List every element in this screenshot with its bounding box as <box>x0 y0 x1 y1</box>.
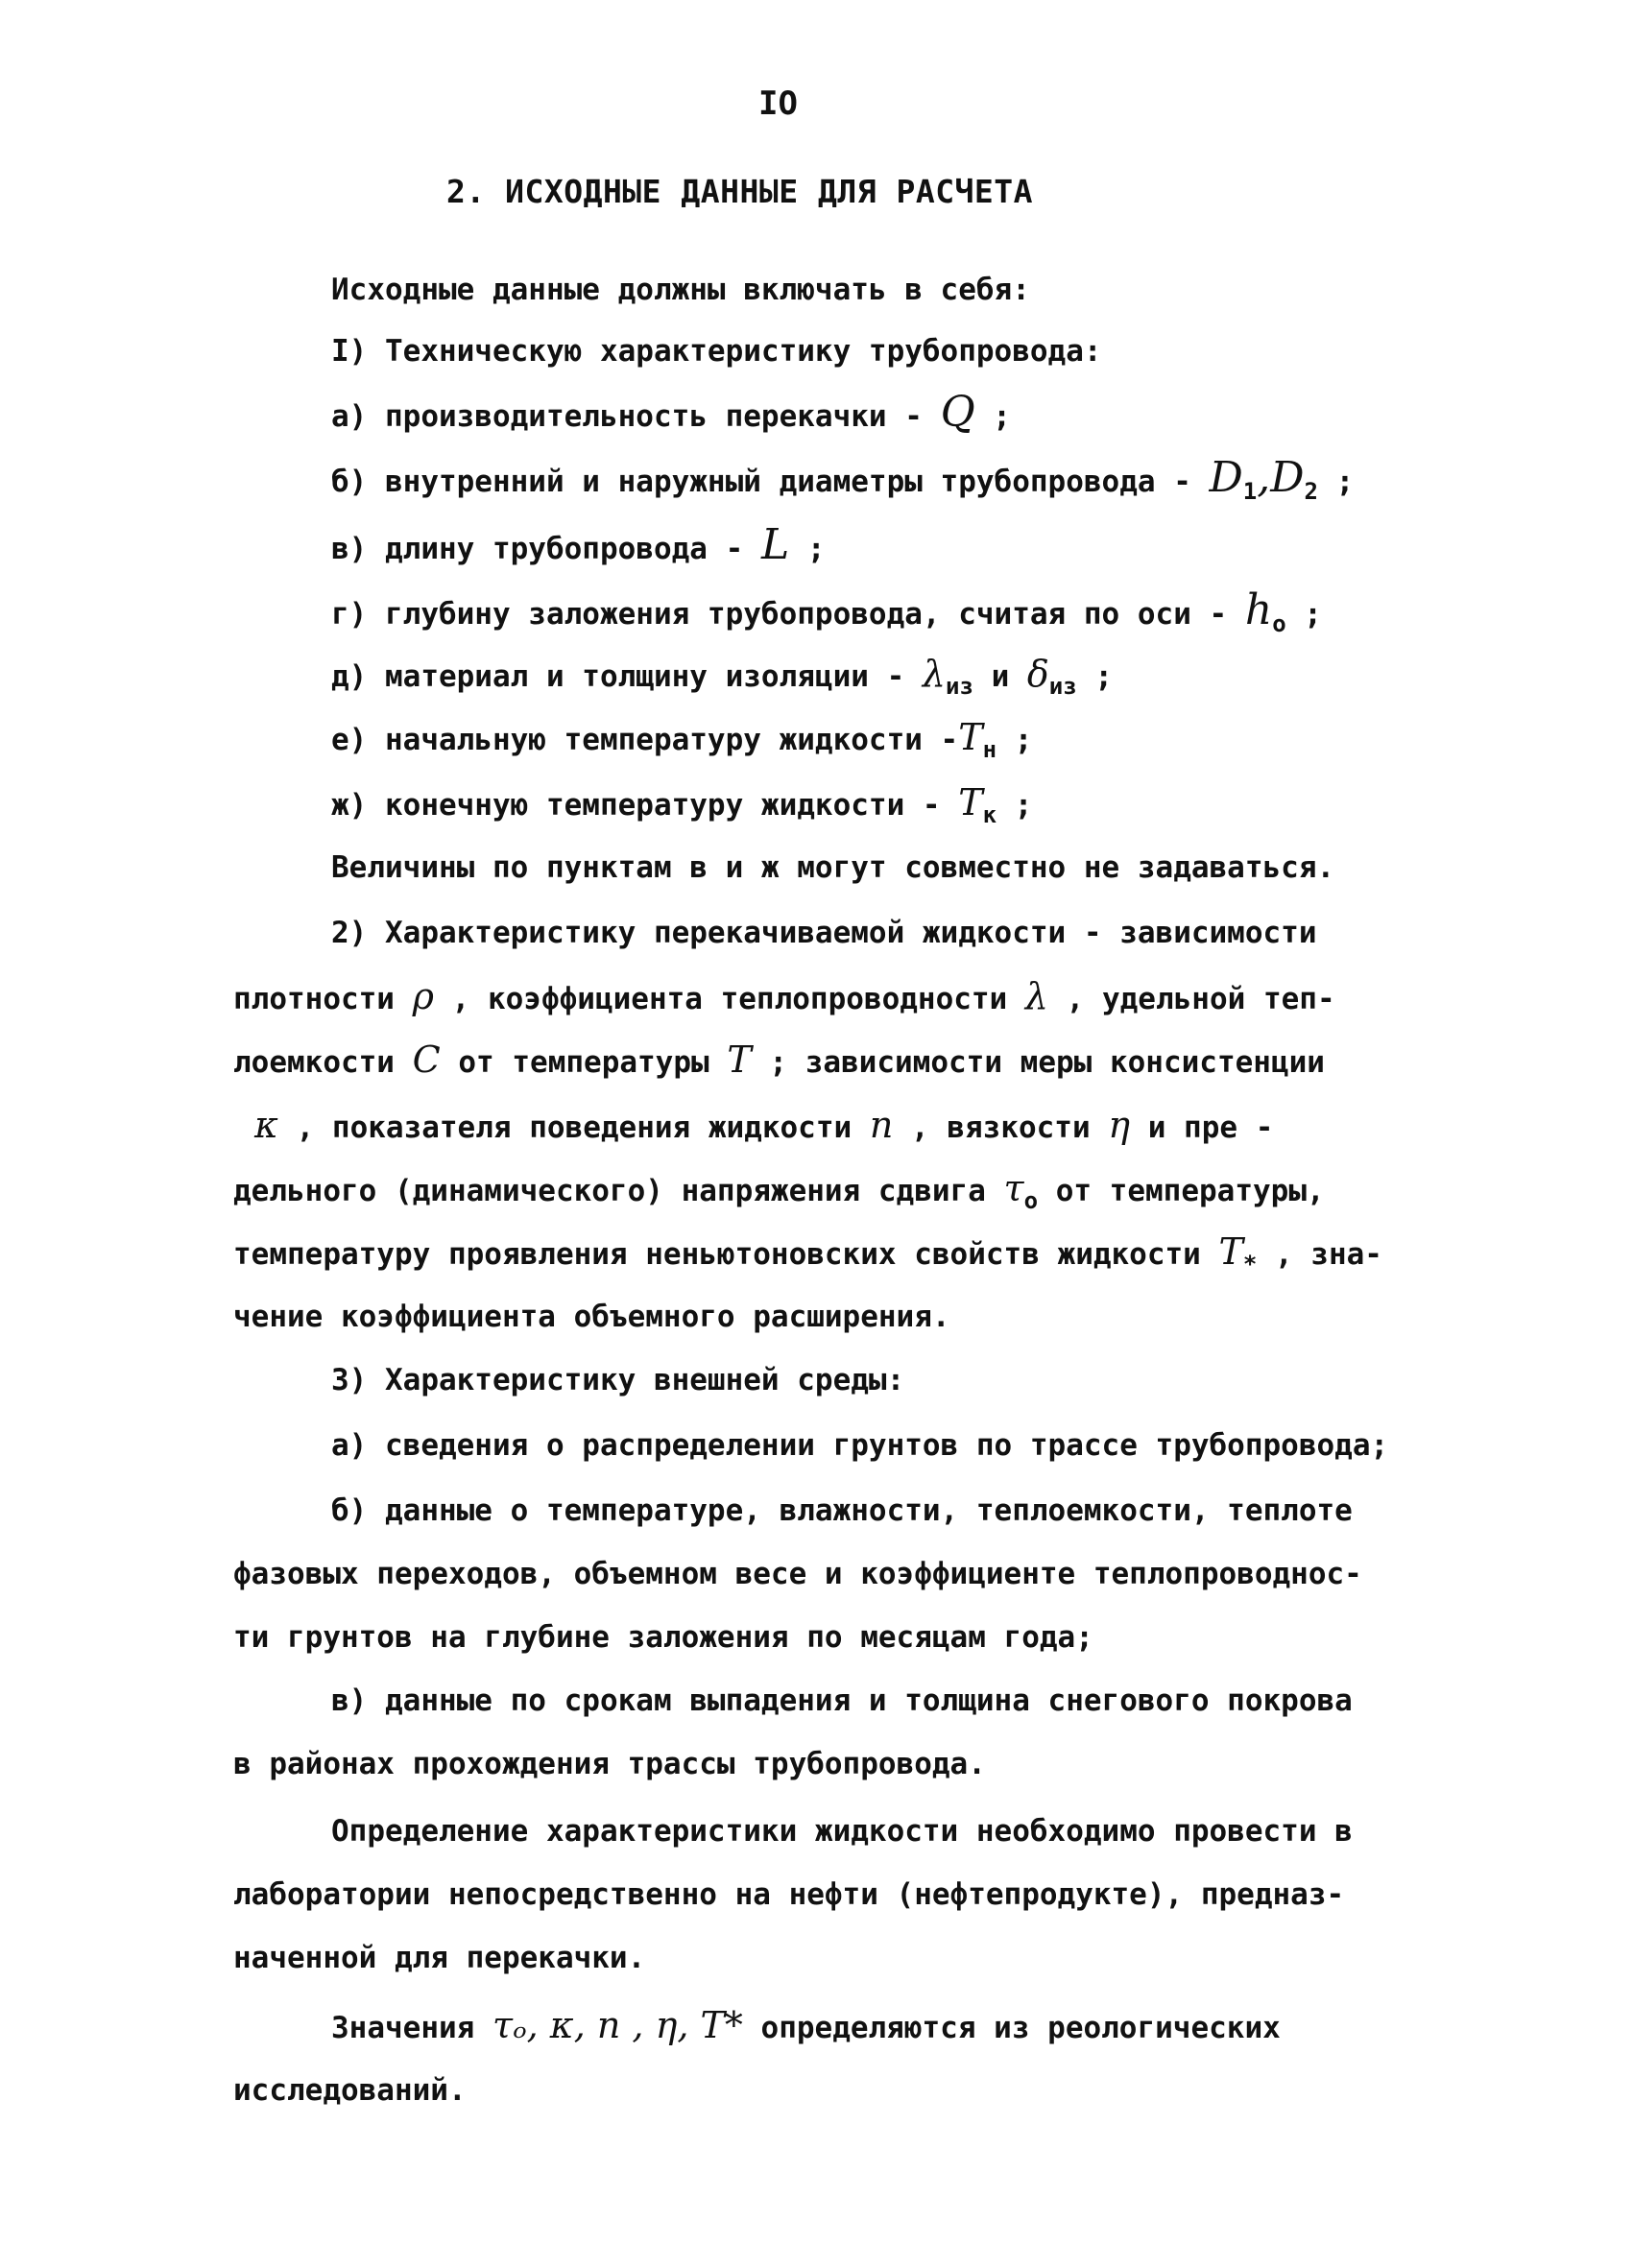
item2-line2: плотности ρ , коэффициента теплопроводности λ , удельной теп- <box>233 975 1335 1017</box>
item1-g: г) глубину заложения трубопровода, считая по оси - $h_o$ ; <box>331 585 1322 637</box>
para1-line1: Определение характеристики жидкости необходимо провести в <box>331 1814 1353 1849</box>
para1-line2: лаборатории непосредственно на нефти (нефтепродукте), предназ- <box>233 1877 1345 1912</box>
page-number: IO <box>758 84 798 123</box>
item2-line3: лоемкости C от температуры T ; зависимости меры консистенции <box>233 1039 1325 1081</box>
intro-line: Исходные данные должны включать в себя: <box>331 273 1030 307</box>
item2-line1: 2) Характеристику перекачиваемой жидкости - зависимости <box>331 916 1317 950</box>
para1-line3: наченной для перекачки. <box>233 1941 646 1975</box>
item1-e: е) начальную температуру жидкости $-T_н$ ; <box>331 716 1033 763</box>
item2-line4: κ , показателя поведения жидкости n , вязкости η и пре - <box>254 1104 1274 1146</box>
item1-d: д) материал и толщину изоляции - $\lambda_{из}$ и $\delta_{из}$ ; <box>331 653 1114 700</box>
item3-b-line2: фазовых переходов, объемном весе и коэффициенте теплопроводнос- <box>233 1557 1362 1591</box>
item1-note: Величины по пунктам в и ж могут совместно не задаваться. <box>331 850 1335 885</box>
para2-line1: Значения τₒ, κ, n , η, T* определяются из реологических <box>331 2004 1281 2046</box>
item2-line6: температуру проявления неньютоновских свойств жидкости $T_*$ , зна- <box>233 1230 1382 1277</box>
rheology-symbols: τₒ, κ, n , η, T* <box>492 2004 743 2046</box>
item3-v-line1: в) данные по срокам выпадения и толщина снегового покрова <box>331 1683 1353 1718</box>
item1-v: в) длину трубопровода - L ; <box>331 520 826 569</box>
item2-line5: дельного (динамического) напряжения сдвига $\tau_o$ от температуры, <box>233 1167 1325 1214</box>
item2-line7: чение коэффициента объемного расширения. <box>233 1300 950 1334</box>
para2-line2: исследований. <box>233 2073 467 2108</box>
item3-v-line2: в районах прохождения трассы трубопровода. <box>233 1747 986 1781</box>
item3-title: 3) Характеристику внешней среды: <box>331 1363 905 1397</box>
item1-zh: ж) конечную температуру жидкости - $T_к$ ; <box>331 781 1033 828</box>
item1-a: а) производительность перекачки - Q ; <box>331 388 1011 437</box>
section-heading: 2. ИСХОДНЫЕ ДАННЫЕ ДЛЯ РАСЧЕТА <box>446 173 1034 210</box>
item1-b: б) внутренний и наружный диаметры трубопровода - $D_1,D_2$ ; <box>331 453 1355 505</box>
item3-b-line3: ти грунтов на глубине заложения по месяцам года; <box>233 1620 1093 1655</box>
item3-b-line1: б) данные о температуре, влажности, теплоемкости, теплоте <box>331 1493 1353 1528</box>
item1-title: I) Техническую характеристику трубопровода: <box>331 334 1102 369</box>
item3-a: а) сведения о распределении грунтов по трассе трубопровода; <box>331 1428 1389 1463</box>
